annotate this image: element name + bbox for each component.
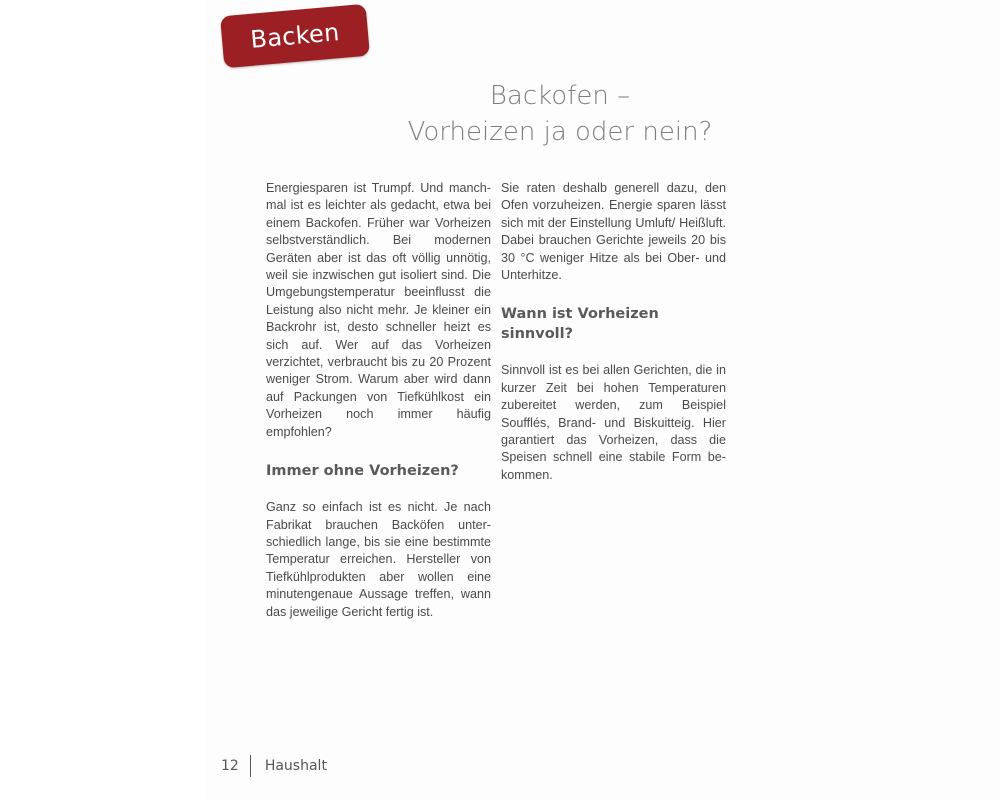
page-title-line-1: Backofen – <box>489 81 631 111</box>
right-subheading: Wann ist Vorheizen sinnvoll? <box>501 306 659 343</box>
right-column <box>501 180 726 484</box>
page-margin <box>0 0 205 800</box>
page-number: 12 <box>221 758 239 774</box>
footer-divider <box>250 755 251 777</box>
left-column <box>266 180 491 621</box>
footer-section: Haushalt <box>264 758 327 774</box>
right-paragraph-1: Sie raten deshalb generell dazu, den Ofen vorzuheizen. Energie sparen lässt sich mit der Einstellung Umluft/ Heißluft. Dabei brauchen Gerichte jeweils 20 bis 30 °C weniger Hitze als bei Ober- und Unterhitze. <box>501 181 726 283</box>
section-tag-label: Backen <box>249 18 341 54</box>
left-paragraph-1: Energiesparen ist Trumpf. Und manchmal ist es leichter als gedacht, etwa bei einem Backofen. Früher war Vorheizen selbstverständlich. Bei modernen Geräten aber ist das oft völlig unnötig, weil sie inzwischen gut isoliert sind. Die Umgebungstemperatur beeinflusst die Leistung also nicht mehr. Je kleiner ein Backrohr ist, desto schneller heizt es sich auf. Wer auf das Vorheizen verzichtet, verbraucht bis zu 20 Prozent weniger Strom. Warum aber wird dann auf Packungen von Tiefkühlkost ein Vorheizen noch immer häufig empfohlen? <box>266 181 491 439</box>
page-footer <box>221 754 327 778</box>
left-paragraph-2: Ganz so einfach ist es nicht. Je nach Fabrikat brauchen Backöfen unterschiedlich lange, bis sie eine bestimmte Temperatur erreichen. Hersteller von Tiefkühlprodukten aber wollen eine minutengenaue Aussage treffen, wann das jeweilige Gericht fertig ist. <box>266 500 491 619</box>
page-title-line-2: Vorheizen ja oder nein? <box>407 117 713 147</box>
left-subheading: Immer ohne Vorheizen? <box>266 463 459 480</box>
right-paragraph-2: Sinnvoll ist es bei allen Gerichten, die in kurzer Zeit bei hohen Temperaturen zubereitet werden, zum Beispiel Soufflés, Brand- und Biskuitteig. Hier garantiert das Vorheizen, dass die Speisen schnell eine stabile Form bekommen. <box>501 363 726 482</box>
